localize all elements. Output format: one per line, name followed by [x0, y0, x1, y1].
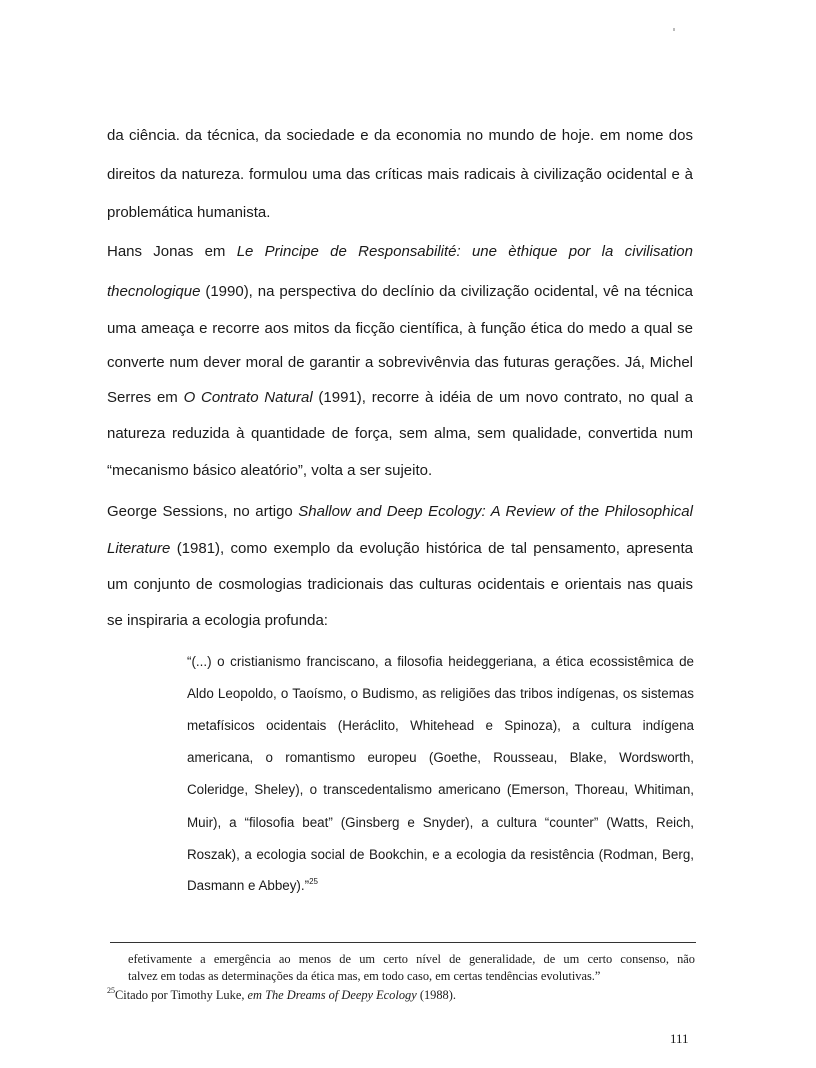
paragraph-2-line-4: converte num dever moral de garantir a sobrevivênvia das futuras gerações. Já, Michel	[107, 354, 693, 371]
paragraph-1-line-3: problemática humanista.	[107, 204, 271, 221]
book-title: O Contrato Natural	[183, 389, 313, 406]
quote-line-8	[187, 877, 318, 895]
footnote-25	[107, 988, 456, 1003]
text-run: (1981), como exemplo da evolução histórica de tal pensamento, apresenta	[170, 540, 693, 557]
article-title: Literature	[107, 540, 171, 557]
paragraph-2-line-5	[107, 389, 693, 407]
quote-line-5: Coleridge, Sheley), o transcedentalismo americano (Emerson, Thoreau, Whitiman,	[187, 782, 694, 797]
footnote-divider	[110, 942, 696, 943]
text-run: Serres em	[107, 389, 184, 406]
quote-line-1: “(...) o cristianismo franciscano, a filosofia heideggeriana, a ética ecossistêmica de	[187, 654, 694, 669]
book-title: Le Principe de Responsabilité: une èthique por la civilisation	[236, 243, 693, 260]
paragraph-3-line-4: se inspiraria a ecologia profunda:	[107, 612, 328, 629]
paragraph-2-line-3: uma ameaça e recorre aos mitos da ficção científica, à função ética do medo a qual se	[107, 320, 693, 337]
text-run: Hans Jonas em	[107, 243, 237, 260]
book-title: thecnologique	[107, 283, 201, 300]
book-title: em The Dreams of Deepy Ecology	[247, 988, 417, 1002]
quote-line-6: Muir), a “filosofia beat” (Ginsberg e Snyder), a cultura “counter” (Watts, Reich,	[187, 815, 694, 830]
text-run: Citado por Timothy Luke,	[115, 988, 248, 1002]
paragraph-2-line-6: natureza reduzida à quantidade de força, sem alma, sem qualidade, convertida num	[107, 425, 693, 442]
article-title: Shallow and Deep Ecology: A Review of the Philosophical	[298, 503, 693, 520]
text-run: (1988).	[416, 988, 456, 1002]
paragraph-1-line-2: direitos da natureza. formulou uma das críticas mais radicais à civilização ocidental e à	[107, 166, 693, 183]
footnote-continuation-line-1: efetivamente a emergência ao menos de um certo nível de generalidade, de um certo consenso, não	[128, 952, 695, 966]
footnote-continuation-line-2: talvez em todas as determinações da ética mas, em todo caso, em certas tendências evolutivas.”	[128, 969, 601, 983]
scan-speck	[673, 28, 675, 31]
text-run: (1990), na perspectiva do declínio da civilização ocidental, vê na técnica	[200, 283, 693, 300]
page-number: 111	[670, 1031, 689, 1046]
paragraph-3-line-1	[107, 503, 693, 521]
paragraph-2-line-1	[107, 243, 693, 261]
paragraph-3-line-3: um conjunto de cosmologias tradicionais das culturas ocidentais e orientais nas quais	[107, 576, 693, 593]
paragraph-3-line-2	[107, 540, 693, 558]
paragraph-2-line-2	[107, 283, 693, 301]
paragraph-2-line-7: “mecanismo básico aleatório”, volta a ser sujeito.	[107, 462, 433, 479]
text-run: (1991), recorre à idéia de um novo contrato, no qual a	[312, 389, 693, 406]
quote-line-7: Roszak), a ecologia social de Bookchin, e a ecologia da resistência (Rodman, Berg,	[187, 847, 694, 862]
text-run: Dasmann e Abbey).”	[187, 878, 310, 893]
text-run: George Sessions, no artigo	[107, 503, 299, 520]
footnote-number: 25	[107, 986, 115, 995]
quote-line-3: metafísicos ocidentais (Heráclito, Whitehead e Spinoza), a cultura indígena	[187, 718, 694, 733]
footnote-reference: 25	[309, 877, 318, 886]
paragraph-1-line-1: da ciência. da técnica, da sociedade e da economia no mundo de hoje. em nome dos	[107, 127, 693, 144]
quote-line-4: americana, o romantismo europeu (Goethe, Rousseau, Blake, Wordsworth,	[187, 750, 694, 765]
quote-line-2: Aldo Leopoldo, o Taoísmo, o Budismo, as religiões das tribos indígenas, os sistemas	[187, 686, 694, 701]
